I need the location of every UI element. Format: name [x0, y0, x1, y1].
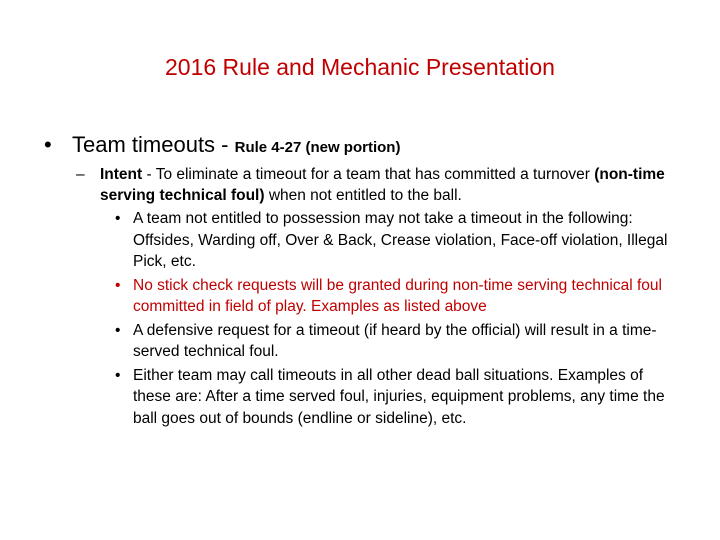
list-item: [115, 208, 685, 273]
list-item: [115, 320, 685, 363]
list-item: [115, 275, 685, 318]
point-text: A defensive request for a timeout (if heard by the official) will result in a time-served technical foul.: [133, 321, 657, 360]
main-bullet: [44, 132, 400, 158]
points-list: [115, 208, 685, 431]
rule-reference: Rule 4-27 (new portion): [234, 139, 401, 156]
intent-tail: when not entitled to the ball.: [264, 187, 462, 204]
intent-text: - To eliminate a timeout for a team that has committed a turnover: [146, 166, 595, 183]
list-item: [115, 365, 685, 430]
intent-body: [100, 164, 686, 206]
slide-title: 2016 Rule and Mechanic Presentation: [165, 54, 555, 80]
bullet-icon: •: [115, 321, 121, 339]
intent-parenthetical: (non-time serving technical foul): [100, 166, 665, 204]
bullet-icon: •: [44, 132, 52, 157]
bullet-icon: •: [115, 366, 121, 384]
bullet-icon: •: [115, 276, 121, 294]
intent-label: Intent: [100, 166, 147, 183]
point-text: Either team may call timeouts in all other dead ball situations. Examples of these are: After a time served foul, injuries, equipment problems, any time the ball goes out of bounds (endline or sideline), etc.: [133, 366, 665, 427]
main-heading: Team timeouts -: [72, 132, 235, 157]
dash-icon: –: [76, 166, 85, 183]
intent-bullet: [76, 164, 686, 206]
point-text: No stick check requests will be granted during non-time serving technical foul committed in field of play. Examples as listed above: [133, 276, 662, 315]
point-text: A team not entitled to possession may not take a timeout in the following: Offsides, Warding off, Over & Back, Crease violation, Face-off violation, Illegal Pick, etc.: [133, 210, 668, 270]
bullet-icon: •: [115, 210, 121, 227]
